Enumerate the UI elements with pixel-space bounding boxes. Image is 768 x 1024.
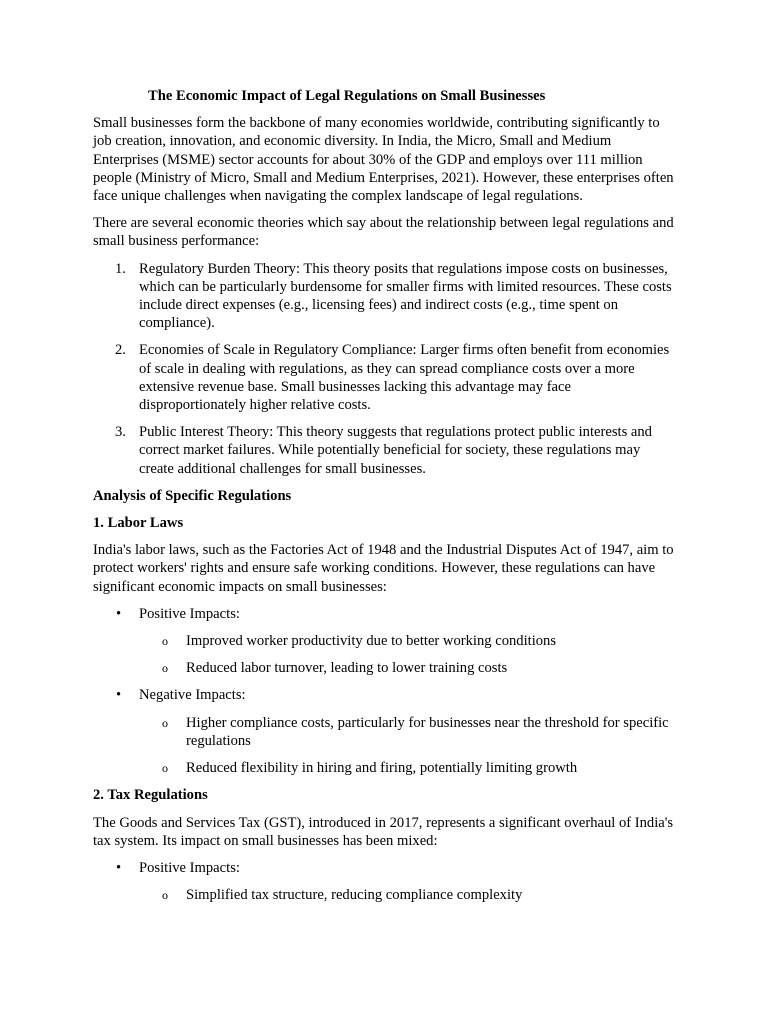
circle-bullet-icon: o <box>162 888 168 903</box>
bullet-icon: • <box>116 605 122 622</box>
theories-intro-paragraph: There are several economic theories which say about the relationship between legal regulations and small business performance: <box>93 215 674 250</box>
theory-item <box>93 341 678 414</box>
labor-laws-heading: 1. Labor Laws <box>93 515 184 532</box>
theory-text: Economies of Scale in Regulatory Compliance: Larger firms often benefit from economies of scale in dealing with regulations, as they can spread compliance costs over a more extensive revenue base. Small businesses lacking this advantage may face disproportionately higher relative costs. <box>139 342 670 414</box>
theory-number: 3. <box>115 424 126 441</box>
document-title: The Economic Impact of Legal Regulations on Small Businesses <box>148 88 546 104</box>
negative-impacts-label: Negative Impacts: <box>139 687 246 704</box>
list-item <box>93 859 678 877</box>
sub-list-item <box>93 886 678 904</box>
theory-text: Public Interest Theory: This theory suggests that regulations protect public interests and correct market failures. While potentially beneficial for society, these regulations may create additional challenges for small businesses. <box>139 424 652 477</box>
analysis-heading: Analysis of Specific Regulations <box>93 487 292 504</box>
bullet-icon: • <box>116 859 122 876</box>
list-item <box>93 605 678 623</box>
circle-bullet-icon: o <box>162 634 168 649</box>
sub-item-text: Reduced flexibility in hiring and firing, potentially limiting growth <box>186 760 578 777</box>
positive-impacts-label: Positive Impacts: <box>139 859 240 876</box>
sub-item-text: Reduced labor turnover, leading to lower training costs <box>186 660 508 677</box>
labor-impacts-list <box>93 605 678 623</box>
intro-paragraph: Small businesses form the backbone of many economies worldwide, contributing significantly to job creation, innovation, and economic diversity. In India, the Micro, Small and Medium Enterprises (MSME) sector accounts for about 30% of the GDP and employs over 111 million people (Ministry of Micro, Small and Medium Enterprises, 2021). However, these enterprises often face unique challenges when navigating the complex landscape of legal regulations. <box>93 115 674 205</box>
labor-laws-paragraph: India's labor laws, such as the Factories Act of 1948 and the Industrial Disputes Act of 1947, aim to protect workers' rights and ensure safe working conditions. However, these regulations can have significant economic impacts on small businesses: <box>93 542 674 595</box>
list-item <box>93 686 678 704</box>
tax-regulations-paragraph: The Goods and Services Tax (GST), introduced in 2017, represents a significant overhaul of India's tax system. Its impact on small businesses has been mixed: <box>93 814 674 849</box>
sub-list-item <box>93 759 678 777</box>
tax-impacts-list <box>93 859 678 877</box>
circle-bullet-icon: o <box>162 661 168 676</box>
sub-item-text: Higher compliance costs, particularly for businesses near the threshold for specific regulations <box>186 714 669 749</box>
theory-number: 1. <box>115 260 126 277</box>
theory-item <box>93 260 678 333</box>
sub-list-item <box>93 659 678 677</box>
labor-impacts-list-negative <box>93 686 678 704</box>
circle-bullet-icon: o <box>162 761 168 776</box>
theories-list <box>93 260 678 478</box>
sub-item-text: Improved worker productivity due to better working conditions <box>186 633 557 650</box>
tax-regulations-heading: 2. Tax Regulations <box>93 787 208 804</box>
circle-bullet-icon: o <box>162 715 168 730</box>
sub-list-item <box>93 632 678 650</box>
positive-impacts-label: Positive Impacts: <box>139 605 240 622</box>
bullet-icon: • <box>116 687 122 704</box>
document-body <box>93 87 678 913</box>
sub-list-item <box>93 714 678 750</box>
theory-number: 2. <box>115 342 126 359</box>
theory-text: Regulatory Burden Theory: This theory posits that regulations impose costs on businesses, which can be particularly burdensome for smaller firms with limited resources. These costs include direct expenses (e.g., licensing fees) and indirect costs (e.g., time spent on compliance). <box>139 260 672 332</box>
sub-item-text: Simplified tax structure, reducing compliance complexity <box>186 887 523 904</box>
theory-item <box>93 423 678 478</box>
